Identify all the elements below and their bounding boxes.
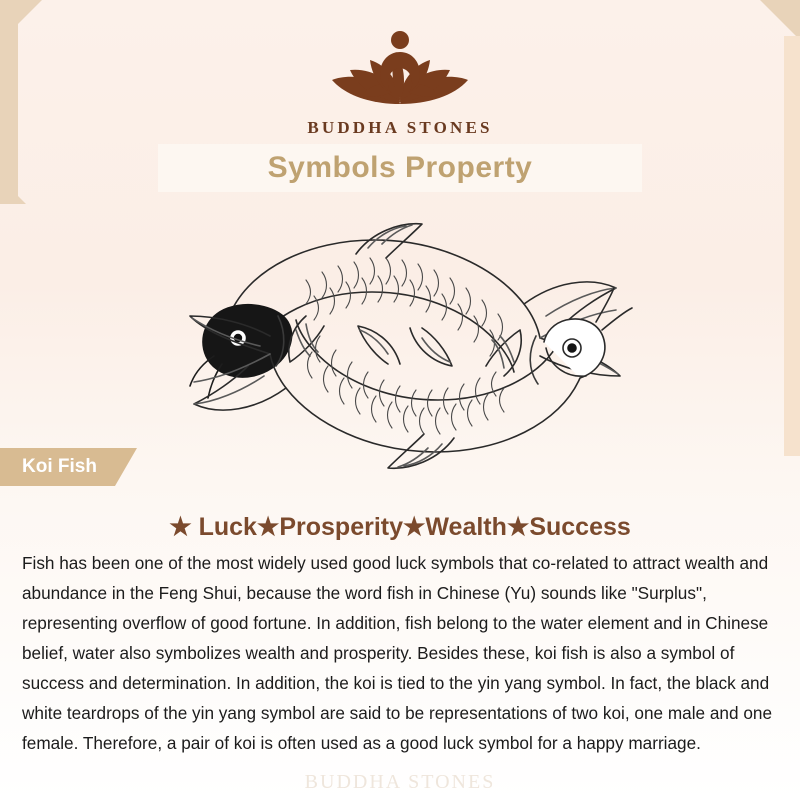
brand-name: BUDDHA STONES [307, 118, 493, 137]
keyword-line: ★ Luck★Prosperity★Wealth★Success [169, 513, 631, 541]
lotus-meditation-icon [310, 18, 490, 114]
description-paragraph: Fish has been one of the most widely used good luck symbols that co-related to attract wealth and abundance in the Feng Shui, because the word fish in Chinese (Yu) sounds like "Surplus", representing overflow of good fortune. In addition, fish belong to the water element and in Chinese belief, water also symbolizes wealth and prosperity. Besides these, koi fish is also a symbol of success and determination. In addition, the koi is tied to the yin yang symbol. In fact, the black and white teardrops of the yin yang symbol are said to be representations of two koi, one male and one female. Therefore, a pair of koi is often used as a good luck symbol for a happy marriage. [22, 553, 773, 753]
brand-header [0, 18, 800, 138]
page-title: Symbols Property [267, 151, 533, 184]
watermark-text: BUDDHA STONES [304, 770, 496, 793]
tag-body [0, 448, 115, 486]
twin-koi-fish-yin-yang-illustration [110, 196, 700, 496]
koi-fish-tag [0, 448, 137, 486]
tag-label: Koi Fish [22, 456, 97, 477]
left-edge-diagonal [0, 178, 26, 204]
tag-tail-decoration [115, 448, 137, 486]
title-banner [158, 144, 642, 192]
